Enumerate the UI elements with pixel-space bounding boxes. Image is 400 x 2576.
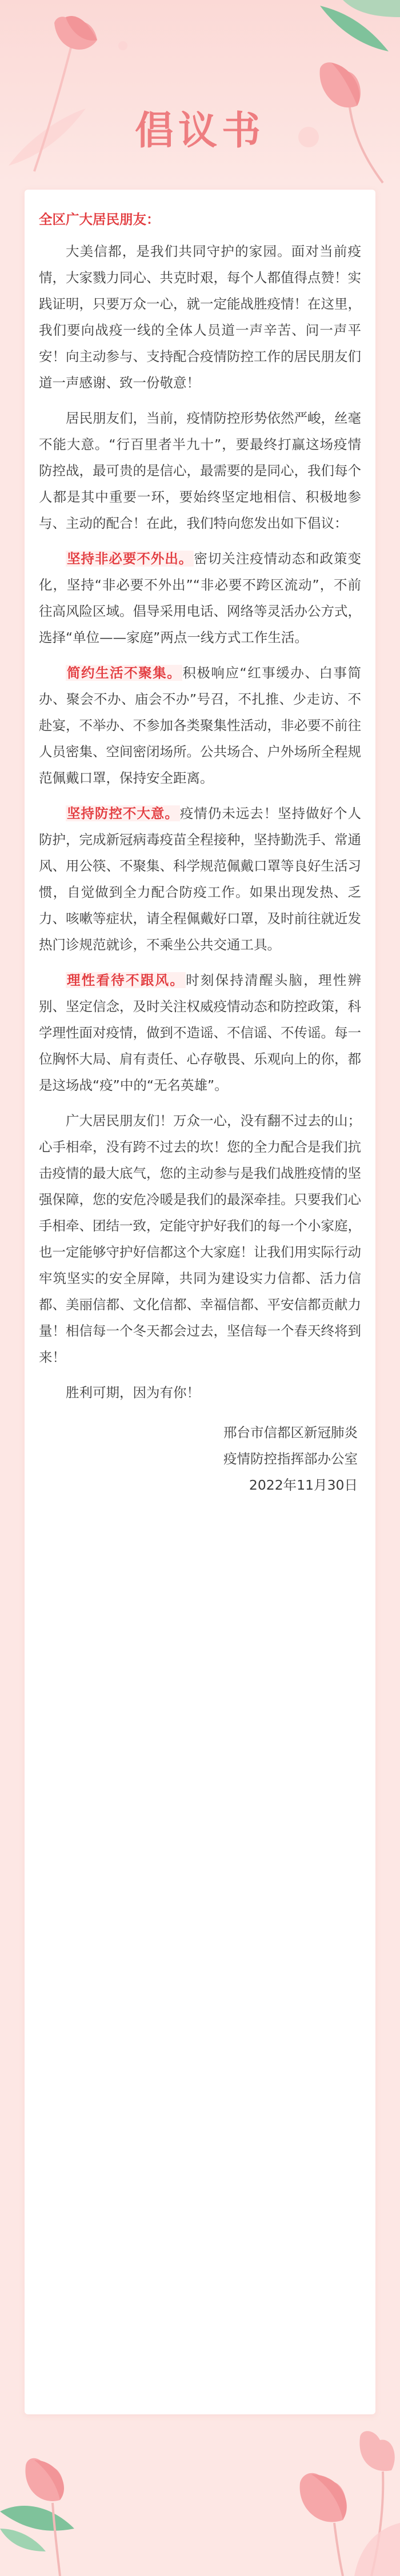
signature-org-line1: 邢台市信都区新冠肺炎	[223, 1425, 358, 1441]
proposal-4-heading: 理性看待不跟风。	[67, 972, 185, 988]
paragraph-intro: 大美信都，是我们共同守护的家园。面对当前疫情，大家戮力同心、共克时艰，每个人都值得点赞！实践证明，只要万众一心，就一定能战胜疫情！在这里，我们要向战疫一线的全体人员道一声辛苦、问一声平安！向主动参与、支持配合疫情防控工作的居民朋友们道一声感谢、致一份敬意！	[39, 243, 361, 391]
leaf-icon	[0, 2506, 74, 2531]
tulip-flower-icon	[300, 2473, 347, 2576]
signature-block	[39, 1419, 361, 1498]
leaf-icon	[354, 2523, 400, 2576]
tulip-flower-icon	[54, 16, 97, 50]
proposal-3-heading: 坚持防控不大意。	[67, 805, 179, 821]
proposal-4-text: 时刻保持清醒头脑，理性辨别、坚定信念，及时关注权威疫情动态和防控政策，科学理性面对疫情，做到不造谣、不信谣、不传谣。每一位胸怀大局、肩有责任、心存敬畏、乐观向上的你，都是这场战“疫”中的“无名英雄”。	[39, 972, 362, 1093]
proposal-3	[39, 800, 361, 958]
footer-tulip-decoration	[0, 2414, 400, 2576]
greeting: 全区广大居民朋友：	[39, 211, 160, 227]
proposal-1-text: 密切关注疫情动态和政策变化，坚持“非必要不外出”“非必要不跨区流动”，不前往高风险区域。倡导采用电话、网络等灵活办公方式，选择“单位——家庭”两点一线方式工作生活。	[39, 551, 362, 645]
signature-org-line2: 疫情防控指挥部办公室	[223, 1451, 358, 1467]
proposal-2-heading: 简约生活不聚集。	[67, 665, 182, 681]
proposal-2-text: 积极响应“红事缓办、白事简办、聚会不办、庙会不办”号召，不扎推、少走访、不赴宴，不举办、不参加各类聚集性活动，非必要不前往人员密集、空间密闭场所。公共场合、户外场所全程规范佩戴口罩，保持安全距离。	[39, 665, 361, 786]
proposal-1	[39, 545, 361, 651]
proposal-1-heading: 坚持非必要不外出。	[67, 551, 193, 567]
paragraph-situation: 居民朋友们，当前，疫情防控形势依然严峻，丝毫不能大意。“行百里者半九十”，要最终打赢这场疫情防控战，最可贵的是信心，最需要的是同心，我们每个人都是其中重要一环，要始终坚定地相信、积极地参与、主动的配合！在此，我们特向您发出如下倡议：	[39, 410, 361, 531]
proposal-2	[39, 660, 361, 791]
title-block	[0, 100, 400, 155]
page-title: 倡议书	[134, 108, 265, 154]
leaf-icon	[343, 0, 400, 17]
signature-date: 2022年11月30日	[249, 1477, 358, 1493]
paragraph-appeal: 广大居民朋友们！万众一心，没有翻不过去的山；心手相牵，没有跨不过去的坎！您的全力配合是我们抗击疫情的最大底气，您的主动参与是我们战胜疫情的坚强保障，您的安危冷暖是我们的最深牵挂。只要我们心手相牵、团结一致，定能守护好我们的每一个小家庭，也一定能够守护好信都这个大家庭！让我们用实际行动牢筑坚实的安全屏障，共同为建设实力信都、活力信都、美丽信都、文化信都、幸福信都、平安信都贡献力量！相信每一个冬天都会过去，坚信每一个春天终将到来！	[39, 1113, 361, 1365]
letter-content	[39, 206, 361, 1498]
proposal-3-text: 疫情仍未远去！坚持做好个人防护，完成新冠病毒疫苗全程接种，坚持勤洗手、常通风、用公筷、不聚集、科学规范佩戴口罩等良好生活习惯，自觉做到全力配合防疫工作。如果出现发热、乏力、咳嗽等症状，请全程佩戴好口罩，及时前往就近发热门诊规范就诊，不乘坐公共交通工具。	[39, 805, 362, 953]
proposal-4	[39, 967, 361, 1098]
header-tulip-decoration	[0, 0, 400, 188]
leaf-icon	[0, 2529, 46, 2551]
paragraph-closing: 胜利可期，因为有你！	[66, 1385, 200, 1401]
